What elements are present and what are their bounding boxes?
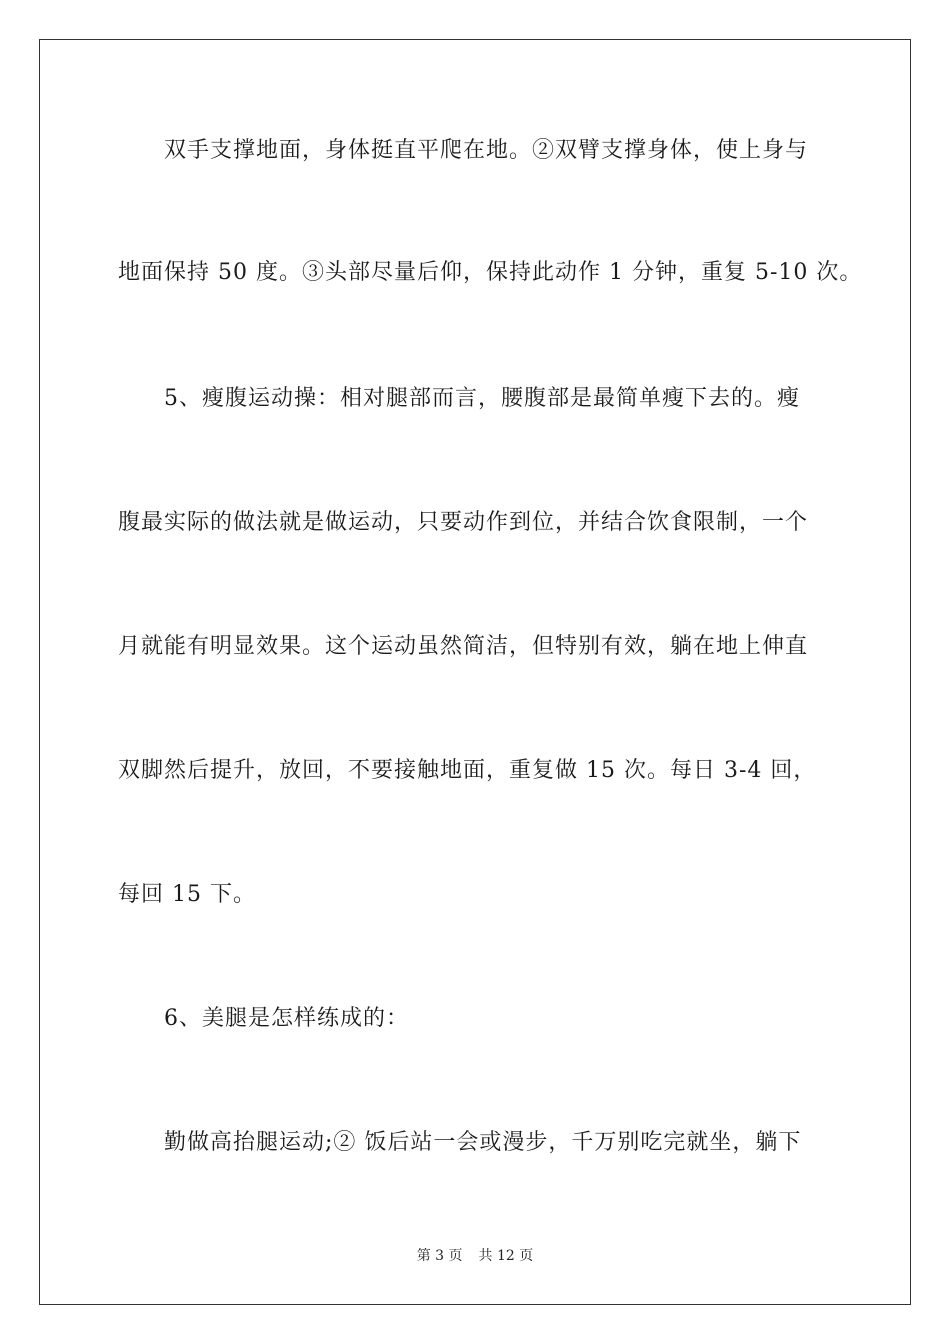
- body-line-6: 双脚然后提升，放回，不要接触地面，重复做 15 次。每日 3-4 回，: [118, 758, 817, 783]
- body-line-5: 月就能有明显效果。这个运动虽然简洁，但特别有效，躺在地上伸直: [118, 634, 809, 659]
- body-line-2: 地面保持 50 度。③头部尽量后仰，保持此动作 1 分钟，重复 5-10 次。: [118, 260, 863, 285]
- body-line-9: 勤做高抬腿运动;② 饭后站一会或漫步，千万别吃完就坐，躺下: [164, 1130, 802, 1155]
- page-footer: [0, 1246, 950, 1266]
- page-number: 第 3 页: [416, 1248, 463, 1264]
- body-line-7: 每回 15 下。: [118, 882, 256, 907]
- body-line-4: 腹最实际的做法就是做运动，只要动作到位，并结合饮食限制，一个: [118, 510, 809, 535]
- page-border: [39, 39, 911, 1305]
- body-line-8: 6、美腿是怎样练成的：: [164, 1006, 409, 1031]
- page-total: 共 12 页: [478, 1248, 534, 1264]
- body-line-3: 5、瘦腹运动操：相对腿部而言，腰腹部是最简单瘦下去的。瘦: [164, 386, 800, 411]
- body-line-1: 双手支撑地面，身体挺直平爬在地。②双臂支撑身体，使上身与: [164, 138, 809, 163]
